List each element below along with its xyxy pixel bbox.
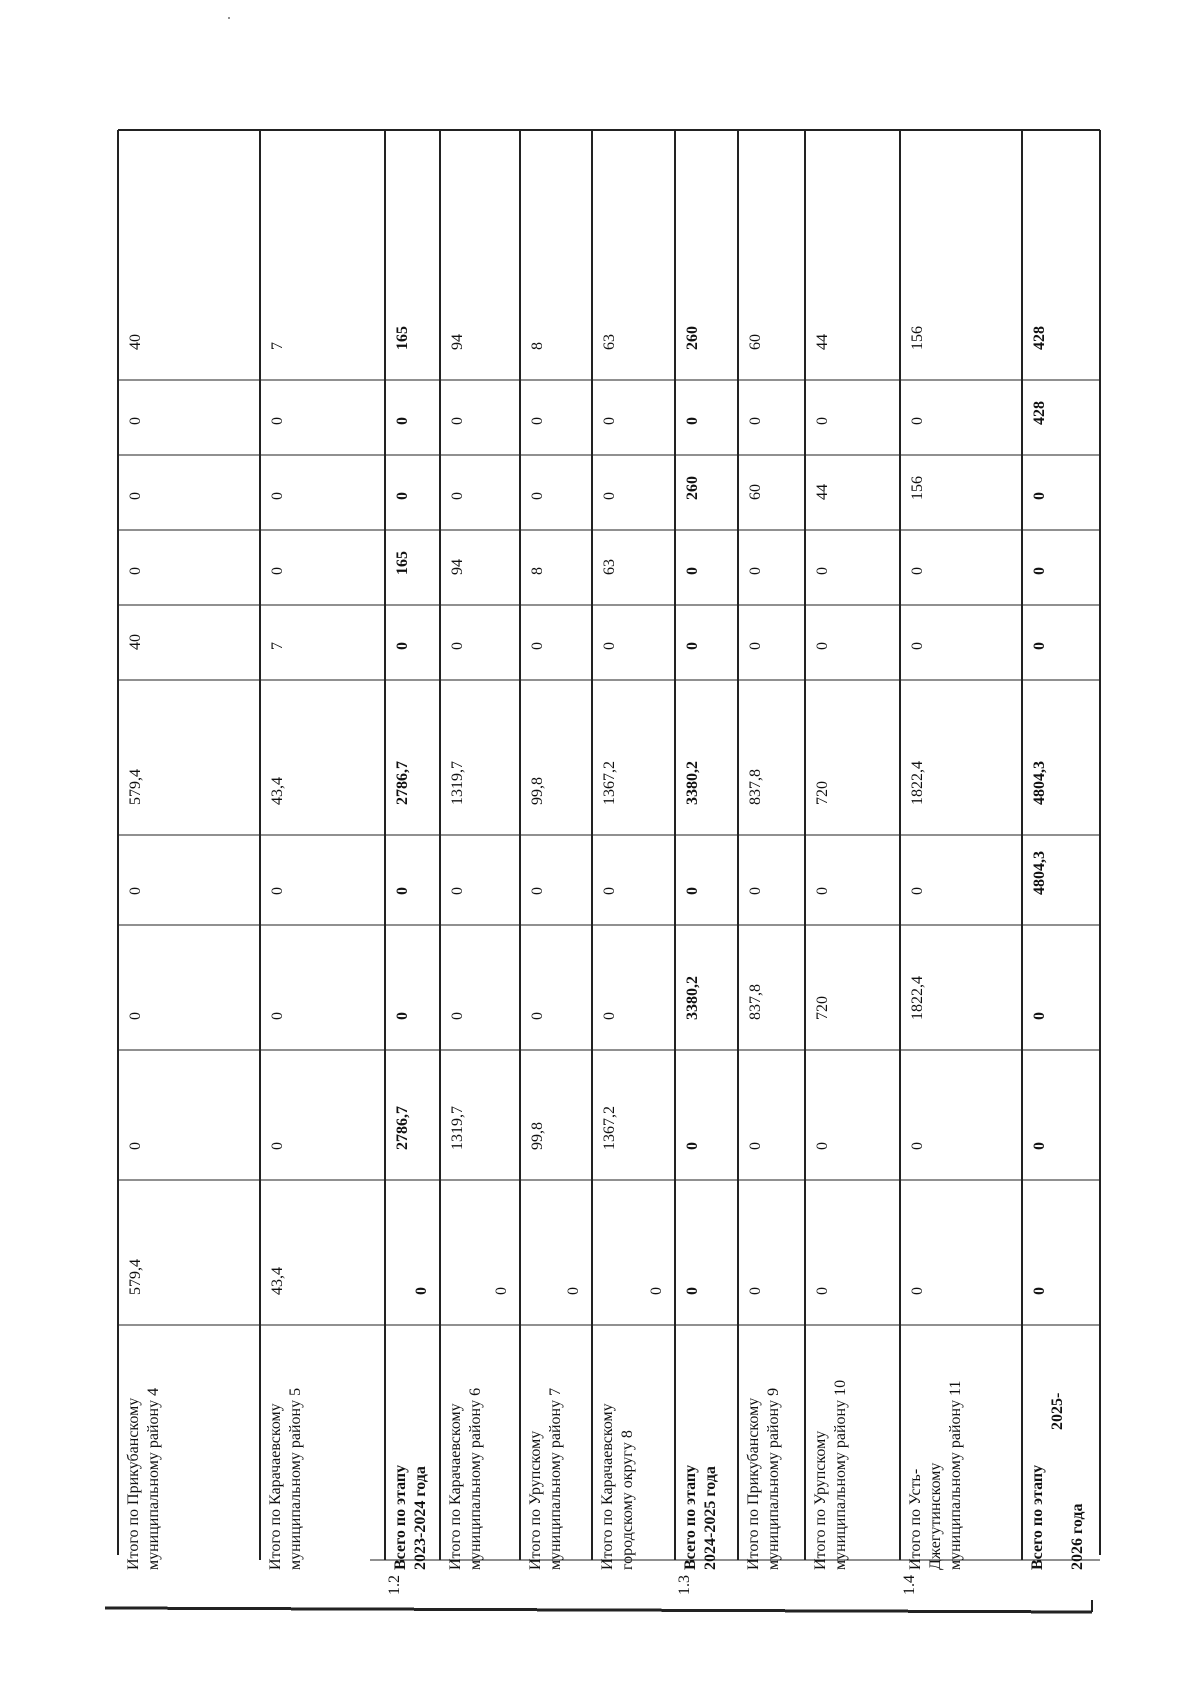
value-cell: 0 <box>394 492 411 500</box>
value-cell: 2786,7 <box>394 761 411 805</box>
row-label-line: муниципальному району 7 <box>547 1387 564 1570</box>
value-cell: 0 <box>529 417 546 425</box>
table-row <box>599 334 665 1570</box>
table-row <box>812 334 849 1570</box>
table-row <box>745 334 782 1570</box>
value-cell: 165 <box>394 551 411 575</box>
value-cell: 0 <box>1031 1012 1048 1020</box>
value-cell: 4804,3 <box>1031 761 1048 805</box>
value-cell: 0 <box>909 1287 926 1295</box>
value-cell: 63 <box>601 559 618 575</box>
value-cell: 579,4 <box>127 1259 144 1295</box>
row-label-line: Итого по Усть- <box>907 1468 924 1570</box>
table-row <box>125 334 162 1570</box>
row-label-line: 2024-2025 года <box>702 1466 719 1570</box>
row-label-line: Итого по Прикубанскому <box>745 1397 762 1570</box>
row-label-line: муниципальному району 6 <box>467 1387 484 1570</box>
value-cell: 0 <box>269 1142 286 1150</box>
value-cell: 3380,2 <box>684 976 701 1020</box>
value-cell: 0 <box>269 887 286 895</box>
value-cell: 1822,4 <box>909 761 926 805</box>
value-cell: 2786,7 <box>394 1106 411 1150</box>
value-cell: 0 <box>909 1142 926 1150</box>
value-cell: 0 <box>394 887 411 895</box>
value-cell: 260 <box>684 326 701 350</box>
value-cell: 40 <box>127 634 144 650</box>
value-cell: 0 <box>814 1142 831 1150</box>
table-bottom-edge <box>105 1608 1092 1612</box>
value-cell: 0 <box>127 417 144 425</box>
value-cell: 99,8 <box>529 777 546 805</box>
table-row <box>447 334 510 1570</box>
value-cell: 0 <box>1031 1142 1048 1150</box>
value-cell: 0 <box>684 887 701 895</box>
row-label-line: Итого по Карачаевскому <box>447 1403 464 1570</box>
row-label-line: Всего по этапу <box>682 1464 699 1570</box>
row-label-line: муниципальному району 4 <box>145 1387 162 1570</box>
table-row <box>267 342 304 1570</box>
value-cell: 0 <box>413 1287 430 1295</box>
value-cell: 0 <box>909 417 926 425</box>
value-cell: 0 <box>684 567 701 575</box>
row-label-line: Итого по Карачаевскому <box>267 1403 284 1570</box>
value-cell: 837,8 <box>747 769 764 805</box>
value-cell: 63 <box>601 334 618 350</box>
value-cell: 0 <box>269 492 286 500</box>
value-cell: 0 <box>684 642 701 650</box>
value-cell: 0 <box>684 1287 701 1295</box>
value-cell: 40 <box>127 334 144 350</box>
value-cell: 0 <box>1031 642 1048 650</box>
value-cell: 8 <box>529 342 546 350</box>
value-cell: 0 <box>684 1142 701 1150</box>
value-cell: 0 <box>684 417 701 425</box>
row-label-line: 2026 года <box>1069 1503 1086 1570</box>
value-cell: 0 <box>449 1012 466 1020</box>
value-cell: 0 <box>449 642 466 650</box>
value-cell: 60 <box>747 484 764 500</box>
value-cell: 0 <box>269 567 286 575</box>
row-label-line: муниципальному району 9 <box>765 1387 782 1570</box>
value-cell: 720 <box>814 781 831 805</box>
value-cell: 0 <box>909 642 926 650</box>
value-cell: 0 <box>648 1287 665 1295</box>
row-number: 1.3 <box>676 1575 693 1595</box>
value-cell: 0 <box>127 1012 144 1020</box>
value-cell: 0 <box>814 642 831 650</box>
value-cell: 0 <box>529 1012 546 1020</box>
value-cell: 0 <box>601 1012 618 1020</box>
row-label-line: муниципальному району 11 <box>947 1380 964 1570</box>
value-cell: 0 <box>127 567 144 575</box>
value-cell: 44 <box>814 484 831 500</box>
table-row <box>901 326 964 1595</box>
row-label-line: Итого по Прикубанскому <box>125 1397 142 1570</box>
value-cell: 0 <box>814 1287 831 1295</box>
value-cell: 0 <box>127 492 144 500</box>
row-label-line: Итого по Карачаевскому <box>599 1403 616 1570</box>
value-cell: 0 <box>601 887 618 895</box>
value-cell: 43,4 <box>269 777 286 805</box>
value-cell: 0 <box>1031 567 1048 575</box>
value-cell: 0 <box>1031 492 1048 500</box>
value-cell: 0 <box>909 567 926 575</box>
value-cell: 0 <box>449 492 466 500</box>
table-row <box>386 326 430 1595</box>
value-cell: 0 <box>747 642 764 650</box>
value-cell: 7 <box>269 342 286 350</box>
value-cell: 0 <box>747 1287 764 1295</box>
value-cell: 0 <box>269 1012 286 1020</box>
row-label-line: Всего по этапу <box>1029 1464 1046 1570</box>
value-cell: 8 <box>529 567 546 575</box>
row-label-line: Итого по Урупскому <box>527 1430 544 1570</box>
value-cell: 0 <box>747 887 764 895</box>
value-cell: 7 <box>269 642 286 650</box>
value-cell: 44 <box>814 334 831 350</box>
value-cell: 428 <box>1031 326 1048 350</box>
value-cell: 165 <box>394 326 411 350</box>
row-label-line: Итого по Урупскому <box>812 1430 829 1570</box>
value-cell: 0 <box>565 1287 582 1295</box>
value-cell: 3380,2 <box>684 761 701 805</box>
row-label-line: 2025- <box>1049 1392 1066 1430</box>
value-cell: 0 <box>127 1142 144 1150</box>
value-cell: 0 <box>814 567 831 575</box>
value-cell: 0 <box>601 492 618 500</box>
value-cell: 0 <box>269 417 286 425</box>
value-cell: 60 <box>747 334 764 350</box>
row-label-line: Джегутинскому <box>927 1462 944 1570</box>
table-row <box>676 326 719 1595</box>
row-label-line: городскому округу 8 <box>619 1430 636 1570</box>
value-cell: 260 <box>684 476 701 500</box>
value-cell: 156 <box>909 326 926 350</box>
value-cell: 0 <box>449 887 466 895</box>
value-cell: 0 <box>1031 1287 1048 1295</box>
value-cell: 0 <box>601 642 618 650</box>
value-cell: 0 <box>394 642 411 650</box>
value-cell: 0 <box>909 887 926 895</box>
value-cell: 0 <box>449 417 466 425</box>
value-cell: 94 <box>449 334 466 350</box>
value-cell: 1319,7 <box>449 1106 466 1150</box>
value-cell: 0 <box>747 417 764 425</box>
value-cell: 0 <box>814 887 831 895</box>
value-cell: 0 <box>529 887 546 895</box>
row-label-line: Всего по этапу <box>392 1464 409 1570</box>
table-row <box>1029 326 1086 1570</box>
value-cell: 579,4 <box>127 769 144 805</box>
value-cell: 94 <box>449 559 466 575</box>
value-cell: 0 <box>601 417 618 425</box>
value-cell: 1367,2 <box>601 1106 618 1150</box>
value-cell: 1367,2 <box>601 761 618 805</box>
row-label-line: муниципальному району 10 <box>832 1379 849 1570</box>
value-cell: 0 <box>814 417 831 425</box>
value-cell: 0 <box>127 887 144 895</box>
row-number: 1.4 <box>901 1575 918 1595</box>
value-cell: 0 <box>529 642 546 650</box>
value-cell: 0 <box>747 1142 764 1150</box>
value-cell: 428 <box>1031 401 1048 425</box>
value-cell: 720 <box>814 996 831 1020</box>
value-cell: 0 <box>394 1012 411 1020</box>
value-cell: 0 <box>747 567 764 575</box>
value-cell: 43,4 <box>269 1267 286 1295</box>
row-label-line: 2023-2024 года <box>412 1466 429 1570</box>
value-cell: 4804,3 <box>1031 851 1048 895</box>
value-cell: 0 <box>529 492 546 500</box>
value-cell: 1319,7 <box>449 761 466 805</box>
value-cell: 837,8 <box>747 984 764 1020</box>
value-cell: 99,8 <box>529 1122 546 1150</box>
value-cell: 156 <box>909 476 926 500</box>
row-label-line: муниципальному району 5 <box>287 1387 304 1570</box>
table-row <box>527 342 582 1570</box>
value-cell: 1822,4 <box>909 976 926 1020</box>
row-number: 1.2 <box>386 1575 403 1595</box>
value-cell: 0 <box>493 1287 510 1295</box>
value-cell: 0 <box>394 417 411 425</box>
